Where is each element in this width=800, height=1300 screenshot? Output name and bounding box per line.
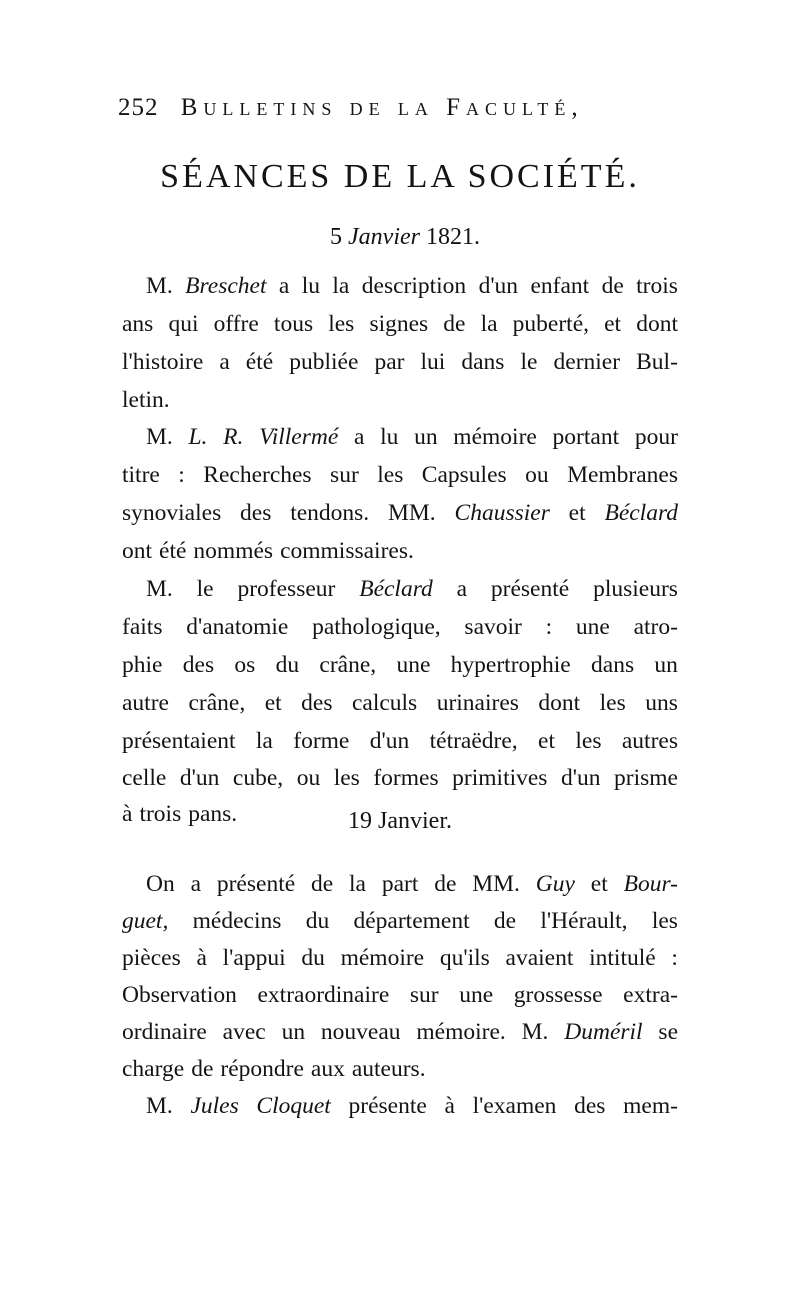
word: 19 [348, 808, 372, 834]
page-number: 252 [118, 94, 159, 121]
word: M. [146, 273, 173, 299]
word: Villermé [259, 424, 339, 450]
word: et [604, 311, 622, 337]
word: hypertrophie [450, 652, 571, 678]
word: Membranes [567, 462, 678, 488]
word: de [434, 871, 457, 897]
word: dont [636, 311, 678, 337]
word: présenté [216, 871, 296, 897]
word: lui [420, 349, 446, 375]
word: nouveau [320, 1019, 401, 1045]
word: description [361, 273, 467, 299]
text-line [122, 1090, 678, 1122]
word: Chaussier [454, 500, 550, 526]
text-line [122, 725, 678, 757]
word: la [255, 728, 273, 754]
word: calculs [351, 690, 418, 716]
word: les [575, 728, 602, 754]
text-line [122, 573, 678, 605]
word: de [493, 908, 517, 934]
word: par [374, 349, 405, 375]
word: nommés [193, 538, 274, 564]
word: se [658, 1019, 678, 1045]
word: M. [146, 1093, 173, 1119]
word: et [568, 500, 586, 526]
text-line [122, 384, 678, 416]
word: Béclard [604, 500, 678, 526]
word: M. [521, 1019, 549, 1045]
word: département [353, 908, 470, 934]
text-line [122, 942, 678, 974]
word: les [599, 690, 626, 716]
word: ont [122, 538, 153, 564]
word: les [333, 765, 360, 791]
word: : [671, 945, 678, 971]
word: présentaient [122, 728, 236, 754]
section-title: SÉANCES DE LA SOCIÉTÉ. [160, 158, 640, 195]
word: On [146, 871, 175, 897]
word: aux [310, 1056, 345, 1082]
word: mémoire. [416, 1019, 506, 1045]
word: a [456, 576, 468, 602]
word: ou [525, 462, 549, 488]
text-line [122, 497, 678, 529]
word: mem- [623, 1093, 678, 1119]
word: l'appui [222, 945, 286, 971]
word: lu [380, 424, 399, 450]
word: cube, [232, 765, 284, 791]
text-line [122, 535, 678, 567]
word: R. [223, 424, 244, 450]
word: l'examen [472, 1093, 557, 1119]
word: et [264, 690, 282, 716]
word: la [332, 273, 350, 299]
word: autres [621, 728, 678, 754]
word: uns [645, 690, 678, 716]
word: pour [634, 424, 678, 450]
word: trois [636, 273, 678, 299]
word: MM. [388, 500, 436, 526]
word: le [196, 576, 214, 602]
word: portant [552, 424, 620, 450]
word: letin. [122, 387, 170, 413]
word: une [459, 982, 494, 1008]
text-line [122, 762, 678, 794]
text-line [122, 868, 678, 900]
word: a [353, 424, 365, 450]
text-line [122, 308, 678, 340]
word: Duméril [564, 1019, 643, 1045]
word: celle [122, 765, 167, 791]
word: de [311, 871, 334, 897]
word: répondre [220, 1056, 304, 1082]
word: dernier [553, 349, 621, 375]
word: tous [273, 311, 314, 337]
word: formes [373, 765, 439, 791]
word: commissaires. [280, 538, 414, 564]
word: d'un [179, 765, 220, 791]
word: Bul- [636, 349, 678, 375]
word: phie [122, 652, 163, 678]
word: présente [348, 1093, 427, 1119]
word: : [545, 614, 553, 640]
word: ordinaire [122, 1019, 207, 1045]
word: savoir [464, 614, 522, 640]
word: du [275, 652, 300, 678]
word: un [654, 652, 678, 678]
word: Janvier [348, 224, 420, 250]
word: forme [293, 728, 350, 754]
text-line [122, 270, 678, 302]
word: le [520, 349, 538, 375]
word: la [480, 311, 498, 337]
word: charge [122, 1056, 185, 1082]
word: les [377, 462, 404, 488]
word: pièces [122, 945, 181, 971]
word: 1821. [425, 224, 480, 250]
word: l'Hérault, [540, 908, 628, 934]
text-line [122, 905, 678, 937]
word: des [574, 1093, 606, 1119]
word: L. [188, 424, 208, 450]
text-line [122, 459, 678, 491]
word: du [305, 908, 330, 934]
word: a [219, 349, 230, 375]
word: M. [146, 424, 173, 450]
word: médecins [192, 908, 282, 934]
word: crâne, [188, 690, 246, 716]
word: avec [222, 1019, 266, 1045]
word: pathologique, [312, 614, 441, 640]
text-line [122, 649, 678, 681]
word: puberté, [512, 311, 590, 337]
word: signes [369, 311, 429, 337]
word: M. [146, 576, 173, 602]
word: crâne, [319, 652, 377, 678]
word: : [178, 462, 185, 488]
word: Jules [190, 1093, 239, 1119]
word: intitulé [589, 945, 656, 971]
text-line [122, 687, 678, 719]
word: qui [168, 311, 199, 337]
word: mémoire [340, 945, 425, 971]
word: de [443, 311, 466, 337]
word: os [234, 652, 256, 678]
word: trois [139, 801, 182, 827]
word: été [245, 349, 274, 375]
word: atro- [633, 614, 678, 640]
word: des [301, 690, 333, 716]
word: extraordinaire [257, 982, 390, 1008]
running-header [118, 94, 584, 122]
word: de [601, 273, 624, 299]
word: offre [213, 311, 259, 337]
word: ou [296, 765, 321, 791]
word: de [191, 1056, 214, 1082]
word: à [444, 1093, 455, 1119]
word: Bour- [623, 871, 678, 897]
word: un [281, 1019, 306, 1045]
text-line [122, 1016, 678, 1048]
word: tendons. [290, 500, 370, 526]
word: qu'ils [439, 945, 490, 971]
word: autre [122, 690, 169, 716]
word: synoviales [122, 500, 222, 526]
word: Janvier. [378, 808, 452, 834]
word: dans [461, 349, 505, 375]
meeting-date [0, 224, 800, 251]
word: Capsules [421, 462, 507, 488]
word: Béclard [359, 576, 433, 602]
word: plusieurs [593, 576, 678, 602]
word: professeur [237, 576, 336, 602]
word: du [301, 945, 325, 971]
word: à [196, 945, 207, 971]
word: Breschet [185, 273, 267, 299]
word: sur [409, 982, 439, 1008]
word: présenté [490, 576, 570, 602]
word: a [190, 871, 202, 897]
word: MM. [472, 871, 520, 897]
word: à [122, 801, 133, 827]
word: des [240, 500, 272, 526]
word: urinaires [436, 690, 519, 716]
word: enfant [530, 273, 590, 299]
word: dans [591, 652, 635, 678]
word: a [278, 273, 290, 299]
word: extra- [623, 982, 678, 1008]
word: d'anatomie [186, 614, 289, 640]
word: guet, [122, 908, 169, 934]
word: grossesse [513, 982, 603, 1008]
word: Observation [122, 982, 237, 1008]
word: d'un [478, 273, 519, 299]
word: et [590, 871, 608, 897]
word: mémoire [453, 424, 537, 450]
word: titre [122, 462, 160, 488]
word: primitives [452, 765, 548, 791]
word: avaient [505, 945, 574, 971]
word: les [328, 311, 355, 337]
meeting-date [0, 808, 800, 835]
word: faits [122, 614, 163, 640]
word: un [414, 424, 438, 450]
word: la [349, 871, 366, 897]
text-line [122, 979, 678, 1011]
word: les [651, 908, 678, 934]
text-line [122, 421, 678, 453]
word: tétraëdre, [429, 728, 518, 754]
word: ans [122, 311, 154, 337]
word: publiée [289, 349, 359, 375]
text-line [122, 346, 678, 378]
word: lu [301, 273, 321, 299]
running-title: Bulletins de la Faculté, [180, 94, 584, 121]
word: pans. [188, 801, 238, 827]
word: une [575, 614, 610, 640]
word: Recherches [203, 462, 312, 488]
text-line [122, 611, 678, 643]
word: d'un [369, 728, 410, 754]
word: été [159, 538, 187, 564]
word: part [381, 871, 419, 897]
word: auteurs. [351, 1056, 426, 1082]
word: d'un [560, 765, 601, 791]
word: des [182, 652, 215, 678]
word: 5 [330, 224, 343, 250]
word: prisme [614, 765, 678, 791]
word: et [538, 728, 556, 754]
word: une [396, 652, 431, 678]
word: Guy [535, 871, 575, 897]
word: l'histoire [122, 349, 204, 375]
word: dont [538, 690, 581, 716]
word: Cloquet [256, 1093, 331, 1119]
word: sur [330, 462, 359, 488]
text-line [122, 1053, 678, 1085]
